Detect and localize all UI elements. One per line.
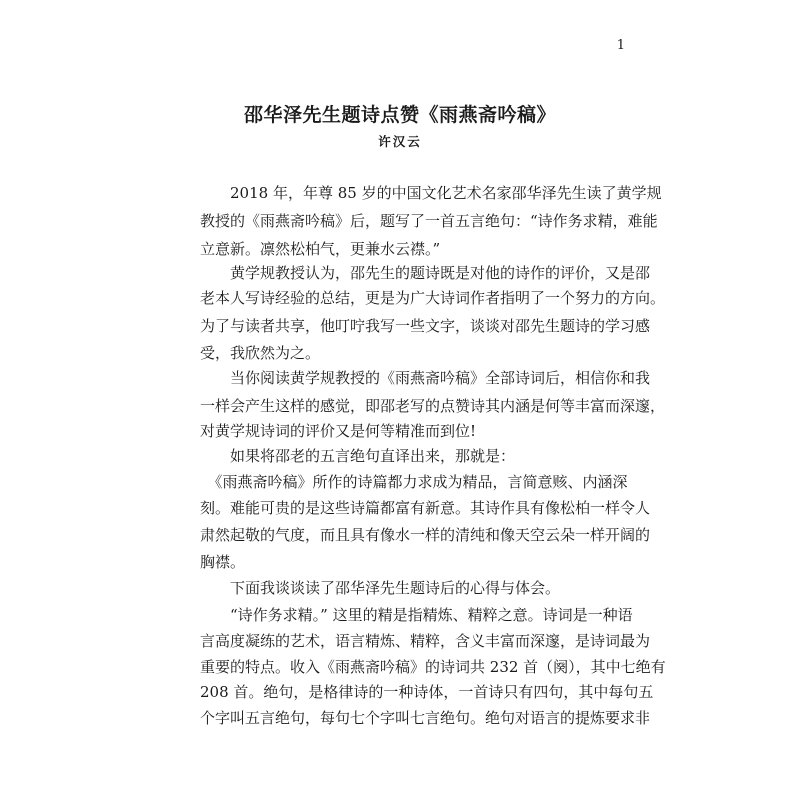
body-line-12: 《雨燕斋吟稿》所作的诗篇都力求成为精品，言简意赅、内涵深	[200, 473, 628, 491]
body-line-9: 一样会产生这样的感觉，即邵老写的点赞诗其内涵是何等丰富而深邃，	[200, 397, 666, 415]
body-line-14: 肃然起敬的气度，而且具有像水一样的清纯和像天空云朵一样开阔的	[200, 526, 651, 544]
body-line-20: 208 首。绝句，是格律诗的一种诗体，一首诗只有四句，其中每句五	[200, 683, 654, 701]
body-line-15: 胸襟。	[200, 553, 246, 571]
page-number: 1	[616, 38, 625, 53]
body-line-21: 个字叫五言绝句，每句七个字叫七言绝句。绝句对语言的提炼要求非	[200, 709, 651, 727]
body-line-8: 当你阅读黄学规教授的《雨燕斋吟稿》全部诗词后，相信你和我	[200, 369, 651, 387]
body-line-7: 受，我欣然为之。	[200, 344, 321, 362]
body-line-17: “诗作务求精。” 这里的精是指精炼、精粹之意。诗词是一种语	[200, 606, 633, 624]
body-line-10: 对黄学规诗词的评价又是何等精准而到位!	[200, 422, 477, 440]
article-title: 邵华泽先生题诗点赞《雨燕斋吟稿》	[243, 104, 556, 126]
article-author: 许汉云	[378, 134, 422, 149]
body-line-6: 为了与读者共享，他叮咛我写一些文字，谈谈对邵先生题诗的学习感	[200, 317, 651, 335]
body-line-4: 黄学规教授认为，邵先生的题诗既是对他的诗作的评价，又是邵	[200, 264, 651, 282]
body-line-5: 老本人写诗经验的总结，更是为广大诗词作者指明了一个努力的方向。	[200, 289, 666, 307]
body-line-18: 言高度凝练的艺术，语言精炼、精粹，含义丰富而深邃，是诗词最为	[200, 632, 651, 650]
body-line-19: 重要的特点。收入《雨燕斋吟稿》的诗词共 232 首（阕），其中七绝有	[200, 658, 666, 676]
body-line-13: 刻。难能可贵的是这些诗篇都富有新意。其诗作具有像松柏一样令人	[200, 499, 651, 517]
body-line-2: 教授的《雨燕斋吟稿》后，题写了一首五言绝句：“诗作务求精，难能	[200, 212, 658, 230]
body-line-3: 立意新。凛然松柏气，更兼水云襟。”	[200, 240, 441, 258]
body-line-11: 如果将邵老的五言绝句直译出来，那就是：	[200, 447, 516, 465]
body-line-16: 下面我谈谈读了邵华泽先生题诗后的心得与体会。	[200, 579, 561, 597]
body-line-1: 2018 年，年尊 85 岁的中国文化艺术名家邵华泽先生读了黄学规	[200, 184, 662, 202]
